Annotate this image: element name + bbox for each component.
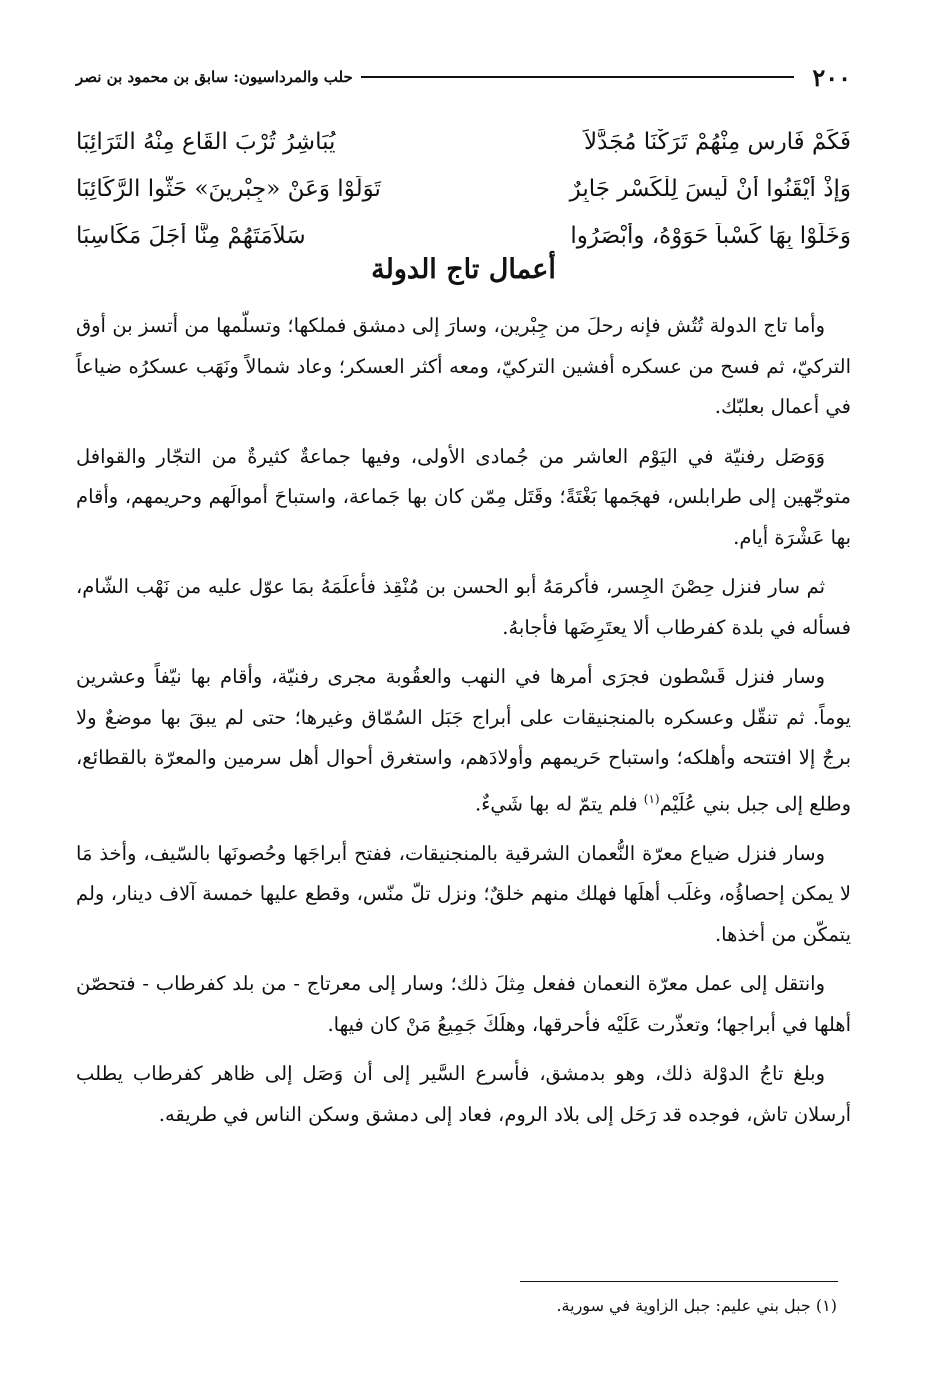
footnote-rule bbox=[520, 1281, 838, 1282]
footnote-marker: (١) bbox=[643, 791, 660, 806]
poem-verse bbox=[76, 165, 851, 212]
verse-second-hemistich: تَوَلَوْا وَعَنْ «جِبْرِينَ» حَثُّوا الرَّكَائِبَا bbox=[76, 175, 381, 202]
paragraph: ثم سار فنزل حِصْنَ الجِسر، فأكرمَهُ أبو الحسن بن مُنْقِذ فأعلَمَهُ بمَا عوّل عليه من نَهْب الشّام، فسأله في بلدة كفرطاب ألا يعتَرِضَها فأجابهُ. bbox=[76, 575, 851, 639]
header-rule bbox=[361, 76, 795, 78]
paragraph: وانتقل إلى عمل معرّة النعمان ففعل مِثلَ ذلك؛ وسار إلى معرتاج - من بلد كفرطاب - فتحصّن أهلها في أبراجها؛ وتعذّرت عَلَيْه فأحرقها، وهلَكَ جَمِيعُ مَنْ كان فيها. bbox=[76, 972, 851, 1036]
verse-first-hemistich: وَخَلَوْا بِهَا كَسْباً حَوَوْهُ، وأَبْصَرُوا bbox=[570, 222, 851, 249]
paragraph-tail: فلم يتمّ له بها شَيءٌ. bbox=[475, 792, 638, 815]
poem-verse bbox=[76, 212, 851, 259]
poem bbox=[76, 118, 851, 259]
footnote: (١) جبل بني عليم: جبل الزاوية في سورية. bbox=[556, 1296, 837, 1315]
poem-verse bbox=[76, 118, 851, 165]
page-number: ٢٠٠ bbox=[812, 62, 851, 92]
body-text bbox=[76, 306, 851, 1144]
paragraph-with-footnote bbox=[76, 657, 851, 825]
paragraph-text: وسار فنزل قَسْطون فجرَى أمرها في النهب والعقُوبة مجرى رفنيّة، وأقام بها نيّفاً وعشرين يوماً. ثم تنقّل وعسكره بالمنجنيقات على أبراج جَبَل السُمّاق وغيرها؛ حتى لم يبقَ بها موضعٌ ولا برجٌ إلا افتتحه وأهلكه؛ واستباح حَريمهم وأولادَهم، واستغرق أحوال أهل سرمين والمعرّة بالقطائع، وطلع إلى جبل بني عُلَيْم bbox=[76, 665, 851, 815]
verse-first-hemistich: فَكَمْ فَارِسٍ مِنْهُمْ تَرَكْنَا مُجَدَّلاً bbox=[584, 128, 851, 155]
page-header bbox=[76, 62, 851, 92]
paragraph: وسار فنزل ضياع معرّة النُّعمان الشرقية بالمنجنيقات، ففتح أبراجَها وحُصونَها بالسّيف، وأخذ مَا لا يمكن إحصاؤُه، وغلَب أهلَها فهلك منهم خلقٌ؛ ونزل تلّ منّس، وقطع عليها خمسة آلاف دينار، ولم يتمكّن من أخذها. bbox=[76, 841, 851, 946]
verse-first-hemistich: وَإِذْ أَيْقَنُوا أَنْ لَيسَ لِلْكَسْرِ جَابِرٌ bbox=[569, 175, 851, 202]
verse-second-hemistich: سَلاَمَتَهُمْ مِنَّا أَجَلَ مَكَاسِبَا bbox=[76, 222, 306, 249]
running-title: حلب والمرداسيون: سابق بن محمود بن نصر bbox=[76, 68, 353, 86]
paragraph: وبلغ تاجُ الدوْلة ذلك، وهو بدمشق، فأسرع السَّير إلى أن وَصَل إلى ظاهر كفرطاب يطلب أرسلان تاش، فوجده قد رَحَل إلى بلاد الروم، فعاد إلى دمشق وسكن الناس في طريقه. bbox=[76, 1062, 851, 1126]
verse-second-hemistich: يُبَاشِرُ تُرْبَ القَاعِ مِنْهُ التَرَائِبَا bbox=[76, 128, 336, 155]
paragraph: وأما تاج الدولة تُتُش فإنه رحلَ من جِبْرين، وسارَ إلى دمشق فملكها؛ وتسلّمها من أتسز بن أوق التركيّ، ثم فسح من عسكره أفشين التركيّ، ومعه أكثر العسكر؛ وعاد شمالاً ونَهَب عسكرُه ضياعاً في أعمال بعلبّك. bbox=[76, 314, 851, 418]
paragraph: وَوَصَل رفنيّة في اليَوْم العاشر من جُمادى الأولى، وفيها جماعةٌ كثيرةٌ من التجّار والقوافل متوجّهين إلى طرابلس، فهجَمها بَغْتَةً؛ وقَتَل مِمّن كان بها جَماعة، واستباحَ أموالَهم وحريمهم، وأقام بها عَشْرَة أيام. bbox=[76, 444, 851, 549]
section-title: أعمال تاج الدولة bbox=[371, 254, 556, 285]
